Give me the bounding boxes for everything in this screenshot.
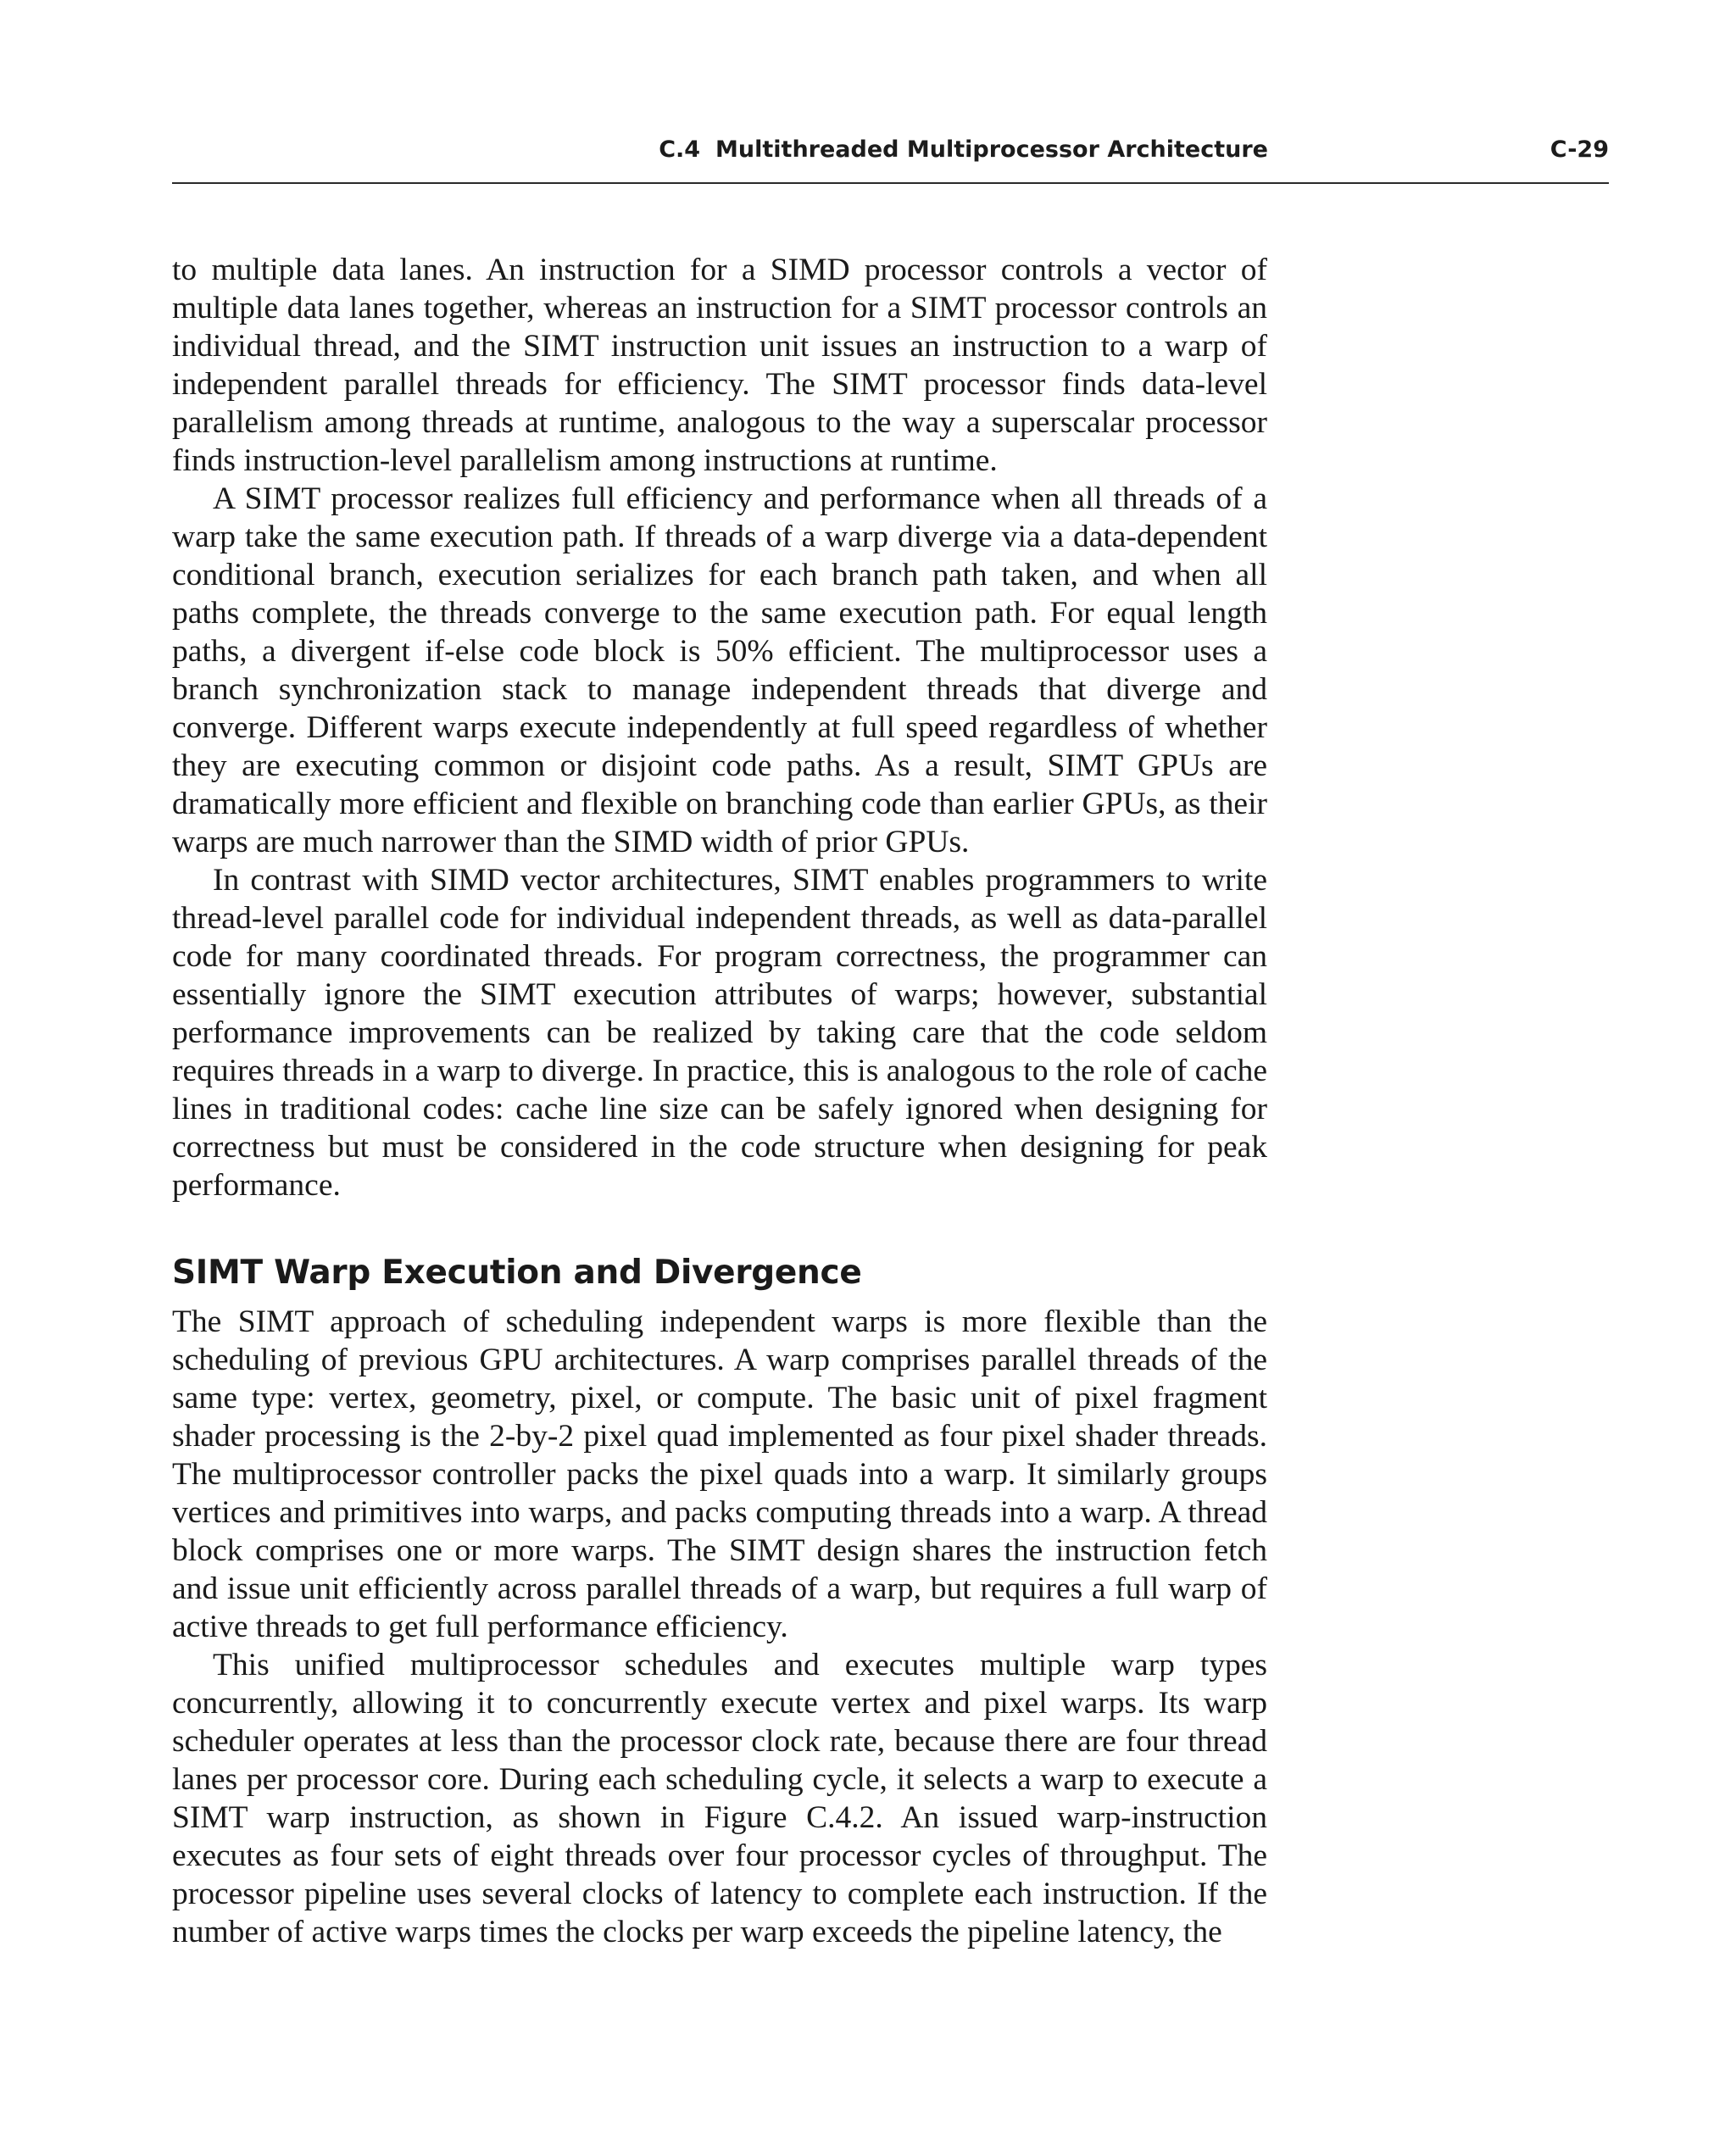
- paragraph: The SIMT approach of scheduling independent warps is more flexible than the scheduling of previous GPU architectures. A warp comprises parallel threads of the same type: vertex, geometry, pixel, or compute. The basic unit of pixel fragment shader processing is the 2-by-2 pixel quad implemented as four pixel shader threads. The multiprocessor controller packs the pixel quads into a warp. It similarly groups vertices and primitives into warps, and packs computing threads into a warp. A thread block comprises one or more warps. The SIMT design shares the instruction fetch and issue unit efficiently across parallel threads of a warp, but requires a full warp of active threads to get full performance efficiency.: [172, 1304, 1267, 1644]
- section-heading: SIMT Warp Execution and Divergence: [172, 1254, 862, 1292]
- paragraph: In contrast with SIMD vector architectures, SIMT enables programmers to write thread-level parallel code for individual independent threads, as well as data-parallel code for many coordinated threads. For program correctness, the programmer can essentially ignore the SIMT execution attributes of warps; however, substantial performance improvements can be realized by taking care that the code seldom requires threads in a warp to diverge. In practice, this is analogous to the role of cache lines in traditional codes: cache line size can be safely ignored when designing for correctness but must be considered in the code structure when designing for peak performance.: [172, 863, 1267, 1203]
- section-title: Multithreaded Multiprocessor Architecture: [715, 136, 1268, 163]
- paragraph: This unified multiprocessor schedules and executes multiple warp types concurrently, allowing it to concurrently execute vertex and pixel warps. Its warp scheduler operates at less than the processor clock rate, because there are four thread lanes per processor core. During each scheduling cycle, it selects a warp to execute a SIMT warp instruction, as shown in Figure C.4.2. An issued warp-instruction executes as four sets of eight threads over four processor cycles of throughput. The processor pipeline uses several clocks of latency to complete each instruction. If the number of active warps times the clocks per warp exceeds the pipeline latency, the: [172, 1648, 1267, 1949]
- paragraph: A SIMT processor realizes full efficiency and performance when all threads of a warp take the same execution path. If threads of a warp diverge via a data-dependent conditional branch, execution serializes for each branch path taken, and when all paths complete, the threads converge to the same execution path. For equal length paths, a divergent if-else code block is 50% efficient. The multiprocessor uses a branch synchronization stack to manage independent threads that diverge and converge. Different warps execute independently at full speed regardless of whether they are executing common or disjoint code paths. As a result, SIMT GPUs are dramatically more efficient and flexible on branching code than earlier GPUs, as their warps are much narrower than the SIMD width of prior GPUs.: [172, 481, 1267, 859]
- section-number: C.4: [659, 136, 701, 163]
- running-header: [172, 131, 1609, 184]
- page-number: C-29: [1550, 136, 1609, 163]
- paragraph: to multiple data lanes. An instruction for a SIMD processor controls a vector of multiple data lanes together, whereas an instruction for a SIMT processor controls an individual thread, and the SIMT instruction unit issues an instruction to a warp of independent parallel threads for efficiency. The SIMT processor finds data-level parallelism among threads at runtime, analogous to the way a superscalar processor finds instruction-level parallelism among instructions at runtime.: [172, 253, 1267, 478]
- running-head-section: [659, 136, 1268, 163]
- body-text: [172, 251, 1267, 1951]
